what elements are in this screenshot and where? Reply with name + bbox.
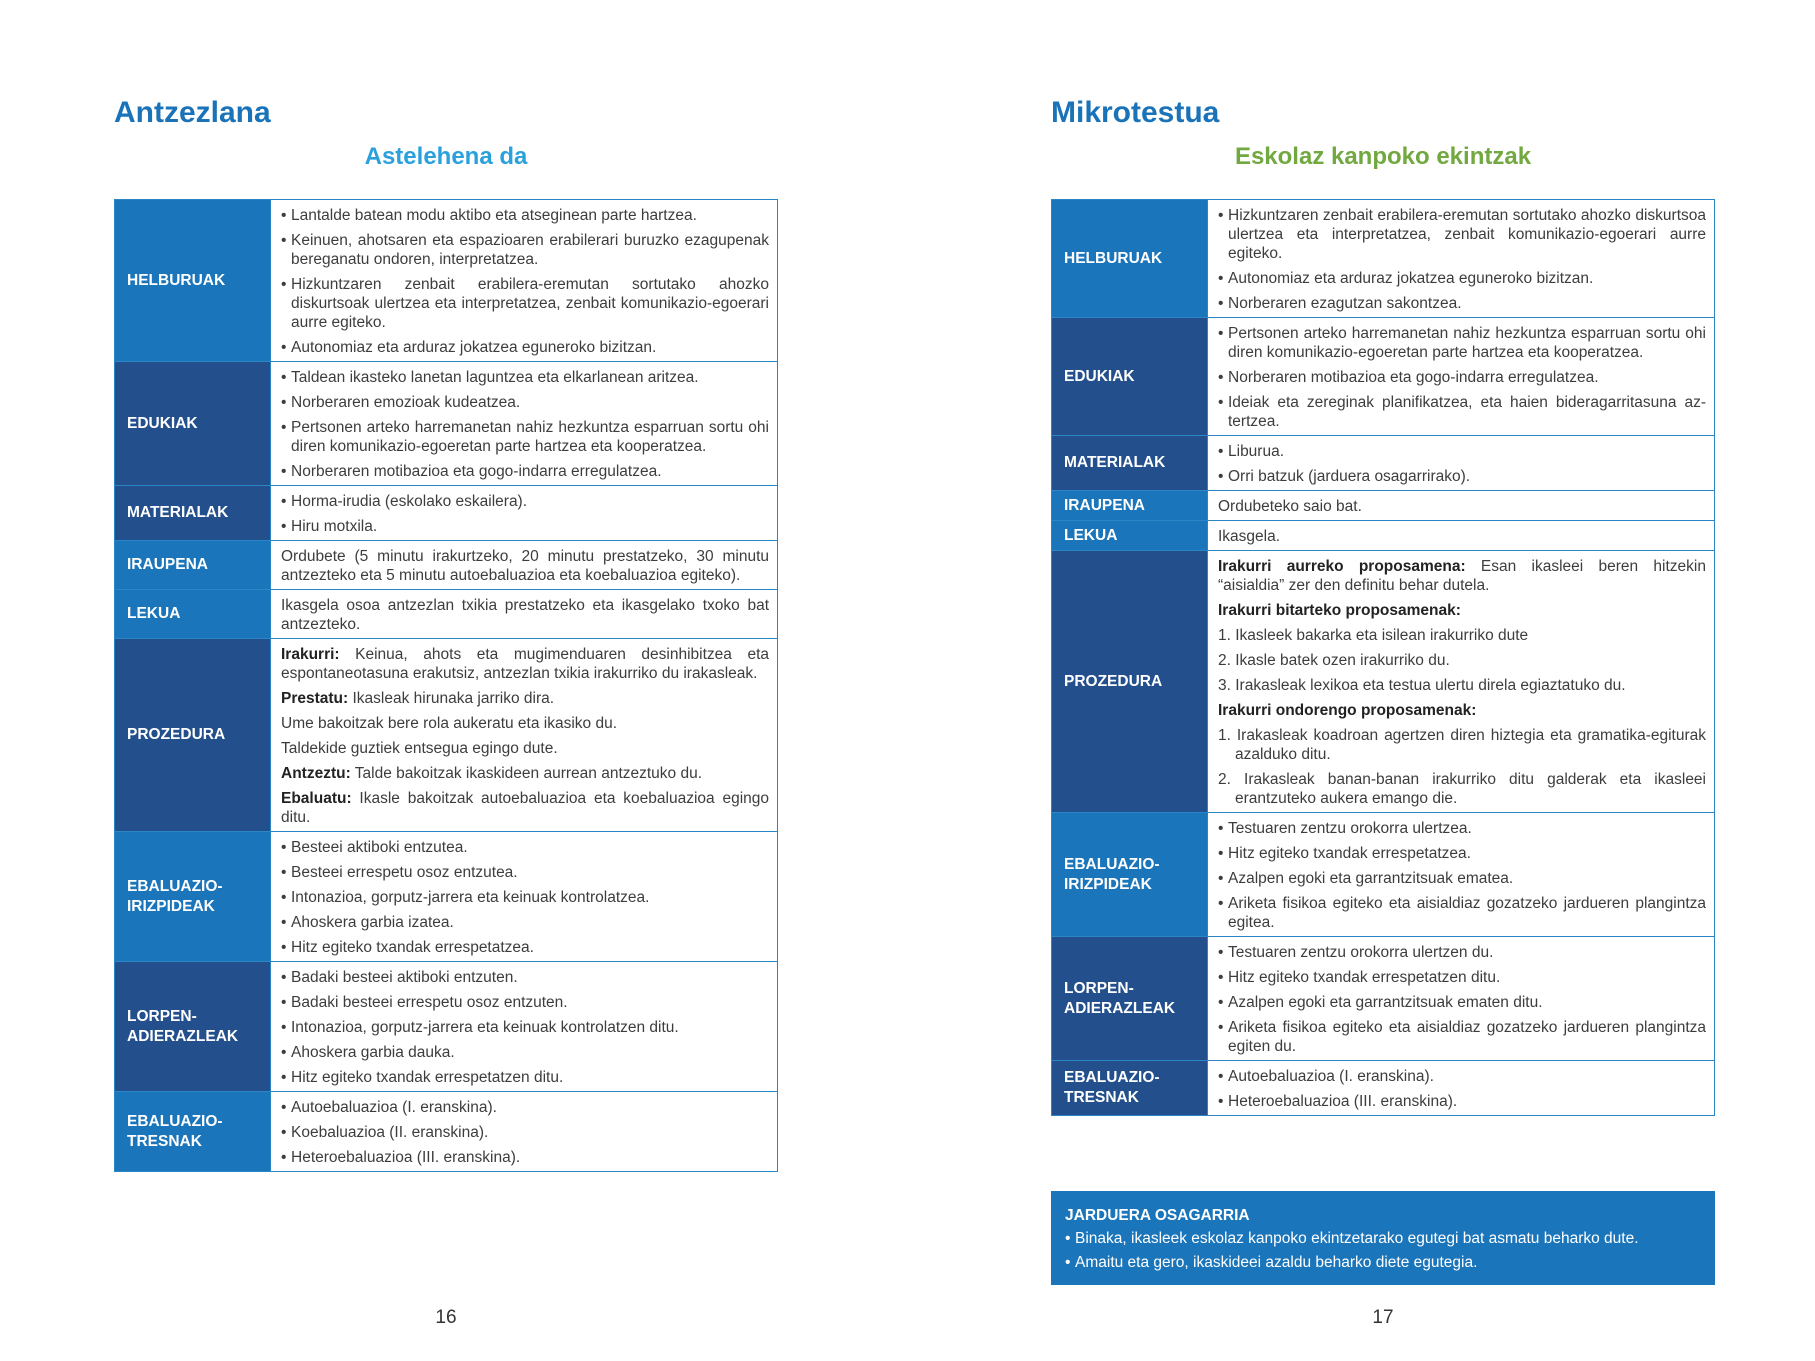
list-item: • Hitz egiteko txandak errespetatzea. (281, 938, 769, 957)
step-label: Irakurri aurreko proposamena: (1218, 558, 1466, 575)
list-item: • Orri batzuk (jarduera osagarrirako). (1218, 467, 1706, 486)
procedure-line: Taldekide guztiek entsegua egingo dute. (281, 740, 558, 757)
row-label: IRAUPENA (115, 541, 271, 590)
row-label: LEKUA (1052, 521, 1208, 551)
row-label (1052, 813, 1208, 937)
page-subtitle: Astelehena da (364, 143, 528, 170)
list-item: • Testuaren zentzu orokorra ulertzen du. (1218, 943, 1706, 962)
row-content (271, 200, 778, 362)
label-line: LORPEN- (127, 1007, 197, 1025)
row-lorpen-adierazleak (115, 962, 778, 1092)
row-content (1208, 318, 1715, 436)
row-text: Ordubeteko saio bat. (1218, 498, 1362, 515)
row-prozedura (115, 639, 778, 832)
row-edukiak (115, 362, 778, 486)
list-item: • Heteroebaluazioa (III. eranskina). (1218, 1092, 1706, 1111)
list-item: • Ahoskera garbia dauka. (281, 1043, 769, 1062)
list-item: • Taldean ikasteko lanetan laguntzea eta elkarlanean aritzea. (281, 368, 769, 387)
numbered-item: 3. Irakasleak lexikoa eta testua ulertu direla egiaztatuko du. (1218, 677, 1626, 694)
row-helburuak (1052, 200, 1715, 318)
list-item: • Norberaren motibazioa eta gogo-indarra erregulatzea. (1218, 368, 1706, 387)
list-item: • Autoebaluazioa (I. eranskina). (281, 1098, 769, 1117)
list-item: • Azalpen egoki eta garrantzitsuak ematen ditu. (1218, 993, 1706, 1012)
row-iraupena (115, 541, 778, 590)
row-ebaluazio-irizpideak (1052, 813, 1715, 937)
row-content (271, 590, 778, 639)
page-title: Antzezlana (114, 96, 271, 129)
procedure-line: Ume bakoitzak bere rola aukeratu eta ikasiko du. (281, 715, 618, 732)
row-content (271, 832, 778, 962)
procedure-step (281, 689, 769, 708)
procedure-step (281, 789, 769, 827)
row-label (115, 1092, 271, 1172)
numbered-item: 1. Ikasleek bakarka eta isilean irakurriko dute (1218, 627, 1529, 644)
step-label: Ebaluatu: (281, 790, 352, 807)
list-item: • Autonomiaz eta arduraz jokatzea eguneroko bizitzan. (1218, 269, 1706, 288)
list-item: • Intonazioa, gorputz-jarrera eta keinuak kontrolatzea. (281, 888, 769, 907)
row-label: EDUKIAK (1052, 318, 1208, 436)
list-item: • Lantalde batean modu aktibo eta atseginean parte hartzea. (281, 206, 769, 225)
row-content (271, 962, 778, 1092)
row-materialak (1052, 436, 1715, 491)
step-text: Talde bakoitzak ikaskideen aurrean antzeztuko du. (350, 765, 703, 782)
row-label: LEKUA (115, 590, 271, 639)
list-item: • Badaki besteei errespetu osoz entzuten. (281, 993, 769, 1012)
row-label: HELBURUAK (115, 200, 271, 362)
row-label (115, 832, 271, 962)
procedure-step (1218, 557, 1706, 595)
row-content (271, 541, 778, 590)
activity-table (1051, 199, 1715, 1116)
label-line: EBALUAZIO- (127, 877, 223, 895)
row-prozedura (1052, 551, 1715, 813)
list-item: • Hitz egiteko txandak errespetatzen ditu. (281, 1068, 769, 1087)
step-label: Prestatu: (281, 690, 349, 707)
row-content (1208, 813, 1715, 937)
row-content (271, 1092, 778, 1172)
list-item: • Hiru motxila. (281, 517, 769, 536)
page-subtitle: Eskolaz kanpoko ekintzak (1234, 143, 1532, 170)
step-text: Ikasleak hirunaka jarriko dira. (348, 690, 555, 707)
list-item: • Norberaren motibazioa eta gogo-indarra erregulatzea. (281, 462, 769, 481)
row-lorpen-adierazleak (1052, 937, 1715, 1061)
row-content (1208, 521, 1715, 551)
row-content (271, 362, 778, 486)
list-item: • Ahoskera garbia izatea. (281, 913, 769, 932)
list-item: • Ariketa fisikoa egiteko eta aisialdiaz gozatzeko jardueren plangintza egiten du. (1218, 1018, 1706, 1056)
list-item: • Norberaren emozioak kudeatzea. (281, 393, 769, 412)
row-ebaluazio-irizpideak (115, 832, 778, 962)
row-ebaluazio-tresnak (115, 1092, 778, 1172)
row-content (1208, 491, 1715, 521)
page-number: 16 (435, 1307, 457, 1328)
label-line: EBALUAZIO- (1064, 1069, 1160, 1086)
list-item: • Hitz egiteko txandak errespetatzen ditu. (1218, 968, 1706, 987)
row-iraupena (1052, 491, 1715, 521)
row-ebaluazio-tresnak (1052, 1061, 1715, 1116)
row-label: IRAUPENA (1052, 491, 1208, 521)
list-item: • Keinuen, ahotsaren eta espazioaren erabilerari buruzko ezagupenak bereganatu ondoren, interpretatzea. (281, 231, 769, 269)
row-label: PROZEDURA (115, 639, 271, 832)
step-text: Esan ikasleei beren hitzekin “aisialdia” zer den definitu behar dutela. (1218, 558, 1706, 594)
list-item: • Besteei aktiboki entzutea. (281, 838, 769, 857)
label-line: ADIERAZLEAK (1064, 999, 1176, 1017)
row-content (1208, 551, 1715, 813)
row-label (1052, 937, 1208, 1061)
row-content (271, 639, 778, 832)
label-line: IRIZPIDEAK (1064, 875, 1152, 893)
list-item: • Heteroebaluazioa (III. eranskina). (281, 1148, 769, 1167)
step-label: Irakurri: (281, 646, 340, 663)
label-line: TRESNAK (1064, 1089, 1139, 1106)
label-line: ADIERAZLEAK (127, 1027, 239, 1045)
row-lekua (1052, 521, 1715, 551)
numbered-item: 2. Ikasle batek ozen irakurriko du. (1218, 652, 1450, 669)
box-heading: JARDUERA OSAGARRIA (1065, 1207, 1250, 1224)
list-item: • Autoebaluazioa (I. eranskina). (1218, 1067, 1706, 1086)
list-item: • Autonomiaz eta arduraz jokatzea eguneroko bizitzan. (281, 338, 769, 357)
list-item: • Intonazioa, gorputz-jarrera eta keinuak kontrolatzen ditu. (281, 1018, 769, 1037)
list-item: • Binaka, ikasleek eskolaz kanpoko ekintzetarako egutegi bat asmatu beharko dute. (1065, 1228, 1701, 1249)
list-item: • Koebaluazioa (II. eranskina). (281, 1123, 769, 1142)
list-item: • Liburua. (1218, 442, 1706, 461)
list-item: • Horma-irudia (eskolako eskailera). (281, 492, 769, 511)
activity-table (114, 199, 778, 1172)
list-item: • Pertsonen arteko harremanetan nahiz hezkuntza esparruan sortu ohi diren komunikazio-egoeretan parte hartzea eta kooperatzea. (1218, 324, 1706, 362)
row-label (1052, 1061, 1208, 1116)
row-lekua (115, 590, 778, 639)
procedure-step (281, 645, 769, 683)
row-label: HELBURUAK (1052, 200, 1208, 318)
row-content (1208, 436, 1715, 491)
row-label: MATERIALAK (1052, 436, 1208, 491)
label-line: EBALUAZIO- (1064, 855, 1160, 873)
list-item: • Norberaren ezagutzan sakontzea. (1218, 294, 1706, 313)
row-content (271, 486, 778, 541)
list-item: • Hitz egiteko txandak errespetatzea. (1218, 844, 1706, 863)
row-label: PROZEDURA (1052, 551, 1208, 813)
numbered-item: 1. Irakasleak koadroan agertzen diren hiztegia eta gramatika-egiturak azalduko ditu. (1218, 727, 1706, 763)
list-item: • Azalpen egoki eta garrantzitsuak ematea. (1218, 869, 1706, 888)
label-line: IRIZPIDEAK (127, 897, 215, 915)
row-content (1208, 1061, 1715, 1116)
numbered-item: 2. Irakasleak banan-banan irakurriko ditu galderak eta ikasleei erantzuteko aukera emango die. (1218, 771, 1706, 807)
jarduera-osagarria-box (1051, 1191, 1715, 1285)
procedure-step (281, 764, 769, 783)
list-item: • Ideiak eta zereginak planifikatzea, eta haien bideragarritasuna az-tertzea. (1218, 393, 1706, 431)
label-line: EBALUAZIO- (127, 1112, 223, 1130)
list-item: • Pertsonen arteko harremanetan nahiz hezkuntza esparruan sortu ohi diren komunikazio-egoeretan parte hartzea eta kooperatzea. (281, 418, 769, 456)
row-text: Ikasgela. (1218, 528, 1281, 545)
list-item: • Amaitu eta gero, ikaskideei azaldu beharko diete egutegia. (1065, 1252, 1701, 1273)
list-item: • Ariketa fisikoa egiteko eta aisialdiaz gozatzeko jardueren plangintza egitea. (1218, 894, 1706, 932)
list-item: • Hizkuntzaren zenbait erabilera-eremutan sortutako ahozko diskurtsoak ulertzea eta interpretatzea, zenbait komunikazio-egoerari aurre egiteko. (281, 275, 769, 332)
procedure-heading: Irakurri bitarteko proposamenak: (1218, 602, 1461, 619)
list-item: • Badaki besteei aktiboki entzuten. (281, 968, 769, 987)
label-line: TRESNAK (127, 1132, 202, 1150)
page-title: Mikrotestua (1051, 96, 1220, 129)
list-item: • Hizkuntzaren zenbait erabilera-eremutan sortutako ahozko diskurtsoa ulertzea eta interpretatzea, zenbait komunikazio-egoerari aurre egiteko. (1218, 206, 1706, 263)
row-content (1208, 200, 1715, 318)
row-edukiak (1052, 318, 1715, 436)
page-number: 17 (1372, 1307, 1394, 1328)
row-materialak (115, 486, 778, 541)
row-label: MATERIALAK (115, 486, 271, 541)
procedure-heading: Irakurri ondorengo proposamenak: (1218, 702, 1477, 719)
label-line: LORPEN- (1064, 979, 1134, 997)
step-text: Ikasle bakoitzak autoebaluazioa eta koebaluazioa egingo ditu. (281, 790, 769, 826)
row-label (115, 962, 271, 1092)
row-content (1208, 937, 1715, 1061)
list-item: • Testuaren zentzu orokorra ulertzea. (1218, 819, 1706, 838)
row-text: Ikasgela osoa antzezlan txikia prestatzeko eta ikasgelako txoko bat antzezteko. (281, 597, 769, 633)
step-text: Keinua, ahots eta mugimenduaren desinhibitzea eta espontaneotasuna erakutsiz, antzezlan txikia irakurriko du irakasleak. (281, 646, 769, 682)
step-label: Antzeztu: (281, 765, 351, 782)
row-text: Ordubete (5 minutu irakurtzeko, 20 minutu prestatzeko, 30 minutu antzezteko eta 5 minutu autoebaluazioa eta koebaluazioa egiteko). (281, 548, 769, 584)
list-item: • Besteei errespetu osoz entzutea. (281, 863, 769, 882)
row-helburuak (115, 200, 778, 362)
row-label: EDUKIAK (115, 362, 271, 486)
